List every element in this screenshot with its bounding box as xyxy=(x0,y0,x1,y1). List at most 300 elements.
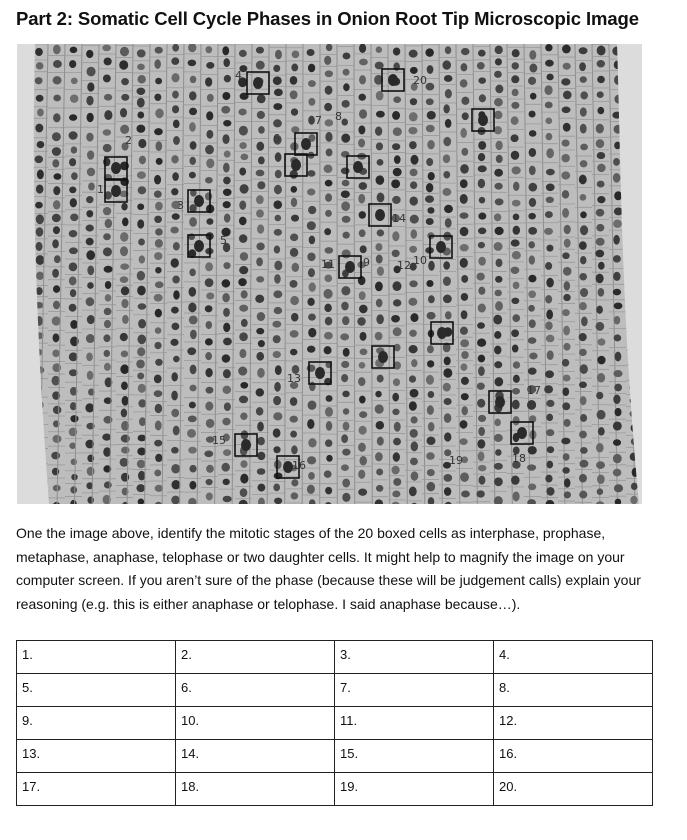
cell-nucleus xyxy=(460,227,469,236)
cell-nucleus xyxy=(239,332,248,341)
cell-nucleus xyxy=(343,69,350,76)
answer-cell[interactable]: 1. xyxy=(17,641,176,674)
cell-nucleus xyxy=(562,208,569,218)
cell-nucleus xyxy=(291,263,299,272)
cell-nucleus xyxy=(204,450,213,457)
cell-nucleus xyxy=(614,316,620,325)
cell-nucleus xyxy=(171,496,180,504)
cell-nucleus xyxy=(273,335,281,343)
cell-nucleus xyxy=(326,421,333,431)
cell-nucleus xyxy=(580,144,588,151)
cell-nucleus xyxy=(597,410,606,420)
cell-nucleus xyxy=(325,317,332,326)
cell-nucleus xyxy=(275,215,282,222)
cell-nucleus xyxy=(223,58,230,67)
answer-table xyxy=(16,640,653,806)
cell-nucleus xyxy=(69,230,78,237)
cell-nucleus xyxy=(172,276,180,284)
cell-nucleus xyxy=(71,146,77,153)
cell-nucleus xyxy=(358,443,366,452)
cell-nucleus xyxy=(359,305,368,314)
cell-nucleus xyxy=(239,234,247,243)
cell-nucleus xyxy=(155,404,163,413)
cell-nucleus xyxy=(392,231,399,241)
cell-nucleus xyxy=(494,242,503,251)
cell-nucleus xyxy=(342,180,350,187)
cell-nucleus xyxy=(545,102,553,109)
cell-nucleus xyxy=(103,207,111,215)
cell-nucleus xyxy=(478,257,486,266)
cell-nucleus xyxy=(597,91,604,98)
cell-nucleus xyxy=(241,430,249,439)
cell-nucleus xyxy=(103,247,112,256)
cell-nucleus xyxy=(222,479,229,485)
cell-nucleus xyxy=(478,227,486,234)
cell-nucleus xyxy=(69,262,78,271)
cell-nucleus xyxy=(564,225,571,234)
cell-nucleus xyxy=(495,45,503,54)
cell-nucleus xyxy=(495,58,502,65)
cell-nucleus xyxy=(477,338,486,346)
cell-nucleus xyxy=(513,226,521,235)
cell-nucleus xyxy=(205,402,213,411)
cell-nucleus xyxy=(86,210,93,217)
answer-cell[interactable]: 5. xyxy=(17,674,176,707)
cell-nucleus xyxy=(120,125,129,134)
cell-nucleus xyxy=(597,46,606,56)
cell-nucleus xyxy=(154,59,161,69)
cell-nucleus xyxy=(342,493,350,502)
cell-nucleus xyxy=(461,351,468,359)
cell-nucleus xyxy=(375,391,381,398)
cell-nucleus xyxy=(155,78,162,85)
cell-nucleus xyxy=(427,405,434,415)
cell-nucleus xyxy=(563,123,571,132)
cell-nucleus xyxy=(563,63,571,70)
cell-nucleus xyxy=(241,290,248,298)
cell-nucleus xyxy=(409,401,417,411)
cell-nucleus xyxy=(561,438,570,445)
cell-nucleus xyxy=(239,167,246,175)
cell-nucleus xyxy=(172,105,179,113)
cell-nucleus xyxy=(256,257,263,266)
cell-nucleus xyxy=(154,440,162,447)
cell-nucleus xyxy=(564,419,571,427)
cell-nucleus xyxy=(274,229,282,236)
cell-nucleus xyxy=(70,486,77,493)
cell-nucleus xyxy=(579,333,587,341)
cell-nucleus xyxy=(411,155,419,165)
cell-nucleus xyxy=(376,142,383,150)
boxed-cell-nucleus xyxy=(194,195,204,207)
cell-nucleus xyxy=(52,350,59,358)
cell-nucleus xyxy=(613,370,622,377)
cell-nucleus xyxy=(188,60,197,67)
answer-cell[interactable]: 15. xyxy=(335,740,494,773)
cell-nucleus xyxy=(546,133,553,140)
cell-nucleus xyxy=(444,398,452,405)
cell-nucleus xyxy=(206,321,212,329)
cell-nucleus xyxy=(87,371,94,380)
cell-nucleus xyxy=(513,182,519,191)
cell-nucleus xyxy=(190,365,197,375)
cell-nucleus xyxy=(511,75,519,83)
cell-nucleus xyxy=(325,119,334,126)
cell-nucleus xyxy=(274,307,282,314)
answer-cell[interactable]: 3. xyxy=(335,641,494,674)
cell-nucleus xyxy=(426,375,434,385)
cell-nucleus xyxy=(256,61,265,70)
cell-nucleus xyxy=(69,158,76,166)
cell-nucleus xyxy=(172,73,180,82)
cell-nucleus xyxy=(426,183,433,192)
cell-nucleus xyxy=(171,464,180,474)
cell-nucleus xyxy=(239,305,248,312)
answer-cell[interactable]: 7. xyxy=(335,674,494,707)
cell-nucleus xyxy=(579,175,587,185)
cell-nucleus xyxy=(562,467,570,474)
cell-nucleus xyxy=(478,153,485,161)
cell-nucleus xyxy=(343,408,350,414)
cell-nucleus xyxy=(240,474,248,484)
cell-nucleus xyxy=(359,456,367,465)
answer-cell[interactable]: 8. xyxy=(494,674,653,707)
cell-nucleus xyxy=(545,262,552,270)
answer-cell[interactable]: 14. xyxy=(176,740,335,773)
cell-nucleus xyxy=(410,215,419,224)
cell-nucleus xyxy=(154,294,163,302)
cell-nucleus xyxy=(52,316,61,325)
cell-nucleus xyxy=(205,278,214,287)
cell-nucleus xyxy=(598,338,606,345)
cell-nucleus xyxy=(426,98,434,105)
cell-nucleus xyxy=(257,484,265,492)
cell-nucleus xyxy=(392,491,400,498)
cell-nucleus xyxy=(442,60,451,69)
answer-cell[interactable]: 18. xyxy=(176,773,335,806)
cell-nucleus xyxy=(495,227,504,235)
cell-nucleus xyxy=(461,48,470,55)
cell-nucleus xyxy=(410,67,418,74)
cell-nucleus xyxy=(37,170,44,180)
cell-nucleus xyxy=(307,346,315,353)
cell-nucleus xyxy=(478,141,486,150)
cell-nucleus xyxy=(376,175,385,185)
cell-nucleus xyxy=(105,281,111,289)
answer-cell[interactable]: 16. xyxy=(494,740,653,773)
cell-nucleus xyxy=(36,214,44,224)
cell-nucleus xyxy=(377,375,384,383)
cell-nucleus xyxy=(478,50,486,57)
cell-nucleus xyxy=(494,419,500,427)
cell-nucleus xyxy=(444,474,453,482)
cell-nucleus xyxy=(427,345,434,353)
cell-nucleus xyxy=(494,463,503,470)
cell-nucleus xyxy=(546,310,553,320)
cell-nucleus xyxy=(240,184,249,194)
cell-nucleus xyxy=(52,132,61,141)
cell-nucleus xyxy=(529,130,537,137)
cell-nucleus xyxy=(426,452,435,459)
cell-nucleus xyxy=(359,426,367,435)
cell-nucleus xyxy=(155,47,163,54)
cell-nucleus xyxy=(477,322,485,329)
cell-nucleus xyxy=(529,63,537,72)
cell-nucleus xyxy=(224,213,231,222)
cell-nucleus xyxy=(119,60,128,70)
cell-nucleus xyxy=(307,456,316,464)
cell-nucleus xyxy=(206,387,214,394)
cell-nucleus xyxy=(598,427,605,435)
cell-nucleus xyxy=(461,293,468,301)
answer-cell[interactable]: 10. xyxy=(176,707,335,740)
answer-cell[interactable]: 12. xyxy=(494,707,653,740)
cell-nucleus xyxy=(546,74,553,81)
cell-nucleus xyxy=(512,388,520,395)
cell-nucleus xyxy=(528,446,537,455)
answer-cell[interactable]: 20. xyxy=(494,773,653,806)
cell-nucleus xyxy=(155,202,163,211)
cell-nucleus xyxy=(122,396,129,406)
cell-nucleus xyxy=(36,255,45,265)
cell-nucleus xyxy=(359,362,366,369)
cell-nucleus xyxy=(69,276,77,285)
cell-nucleus xyxy=(512,89,519,96)
answer-cell[interactable]: 19. xyxy=(335,773,494,806)
cell-nucleus xyxy=(563,375,571,382)
cell-nucleus xyxy=(409,330,417,337)
cell-nucleus xyxy=(512,400,520,410)
answer-cell[interactable]: 2. xyxy=(176,641,335,674)
cell-nucleus xyxy=(53,45,61,55)
cell-nucleus xyxy=(324,304,332,312)
cell-nucleus xyxy=(427,312,436,320)
cell-nucleus xyxy=(460,212,469,218)
cell-nucleus xyxy=(614,334,622,341)
cell-nucleus xyxy=(309,382,316,391)
cell-nucleus xyxy=(341,361,349,368)
cell-nucleus xyxy=(580,447,588,454)
cell-nucleus xyxy=(190,330,197,340)
cell-nucleus xyxy=(257,312,265,321)
cell-nucleus xyxy=(393,378,400,386)
cell-nucleus xyxy=(579,273,587,281)
cell-nucleus xyxy=(597,488,603,495)
onion-root-tip-micrograph xyxy=(17,44,642,504)
cell-nucleus xyxy=(461,148,468,156)
answer-cell[interactable]: 13. xyxy=(17,740,176,773)
cell-nucleus xyxy=(342,478,350,487)
boxed-cell-nucleus xyxy=(478,114,488,126)
cell-nucleus xyxy=(273,351,281,358)
cell-nucleus xyxy=(86,334,95,343)
cell-nucleus xyxy=(104,94,112,101)
cell-nucleus xyxy=(290,90,298,99)
cell-nucleus xyxy=(71,78,78,84)
cell-nucleus xyxy=(257,224,264,233)
cell-nucleus xyxy=(528,368,537,375)
cell-nucleus xyxy=(139,417,146,426)
cell-nucleus xyxy=(308,328,316,338)
cell-nucleus xyxy=(460,339,469,347)
cell-nucleus xyxy=(273,76,282,85)
cell-nucleus xyxy=(444,432,451,441)
cell-nucleus xyxy=(478,465,486,472)
answer-cell[interactable]: 9. xyxy=(17,707,176,740)
cell-nucleus xyxy=(596,124,604,134)
cell-nucleus xyxy=(375,332,383,340)
cell-nucleus xyxy=(614,191,622,200)
cell-nucleus xyxy=(512,314,520,322)
cell-nucleus xyxy=(121,351,128,358)
cell-nucleus xyxy=(580,225,588,235)
answer-cell[interactable]: 6. xyxy=(176,674,335,707)
cell-nucleus xyxy=(342,249,351,258)
cell-nucleus xyxy=(87,150,94,159)
cell-nucleus xyxy=(325,487,332,495)
cell-nucleus xyxy=(476,273,484,281)
cell-nucleus xyxy=(87,282,94,289)
answer-cell[interactable]: 17. xyxy=(17,773,176,806)
cell-nucleus xyxy=(325,70,333,77)
cell-nucleus xyxy=(512,62,519,69)
cell-nucleus xyxy=(325,132,332,142)
cell-nucleus xyxy=(443,383,451,392)
cell-nucleus xyxy=(240,460,247,468)
cell-nucleus xyxy=(223,120,231,127)
cell-nucleus xyxy=(171,372,178,381)
cell-nucleus xyxy=(561,78,570,85)
cell-nucleus xyxy=(223,177,231,185)
cell-nucleus xyxy=(189,385,196,392)
box-number-label: 11 xyxy=(321,258,335,271)
cell-nucleus xyxy=(171,258,179,267)
cell-nucleus xyxy=(513,491,520,501)
boxed-cell-nucleus xyxy=(301,138,311,150)
boxed-cell-nucleus xyxy=(375,209,385,221)
cell-nucleus xyxy=(52,159,59,167)
cell-nucleus xyxy=(324,56,331,65)
box-number-label: 6 xyxy=(273,132,280,145)
cell-nucleus xyxy=(494,71,502,78)
cell-nucleus xyxy=(408,298,417,306)
cell-nucleus xyxy=(53,285,60,293)
cell-nucleus xyxy=(120,333,128,341)
cell-nucleus xyxy=(510,134,518,142)
cell-nucleus xyxy=(545,44,552,51)
cell-nucleus xyxy=(511,239,520,246)
cell-nucleus xyxy=(478,165,487,172)
cell-nucleus xyxy=(258,156,265,164)
cell-nucleus xyxy=(410,389,419,398)
cell-nucleus xyxy=(53,406,61,414)
cell-nucleus xyxy=(445,119,452,128)
cell-nucleus xyxy=(459,438,467,445)
cell-nucleus xyxy=(613,439,621,446)
cell-nucleus xyxy=(122,315,129,324)
cell-nucleus xyxy=(308,313,316,320)
cell-nucleus xyxy=(409,280,417,287)
cell-nucleus xyxy=(155,327,162,334)
boxed-cell-nucleus xyxy=(345,261,355,273)
cell-nucleus xyxy=(342,449,350,456)
cell-nucleus xyxy=(511,298,519,304)
cell-nucleus xyxy=(170,339,178,346)
cell-nucleus xyxy=(460,327,468,335)
box-number-label: 9 xyxy=(363,256,370,269)
cell-nucleus xyxy=(52,239,59,248)
cell-nucleus xyxy=(137,460,146,469)
box-number-label: 19 xyxy=(449,454,463,467)
answer-cell[interactable]: 4. xyxy=(494,641,653,674)
cell-nucleus xyxy=(325,180,333,187)
cell-nucleus xyxy=(173,242,180,251)
cell-nucleus xyxy=(308,98,315,106)
cell-nucleus xyxy=(205,305,213,312)
cell-nucleus xyxy=(121,203,127,211)
box-number-label: 7 xyxy=(315,114,322,127)
cell-nucleus xyxy=(274,274,281,284)
cell-nucleus xyxy=(238,108,246,115)
box-number-label: 12 xyxy=(397,259,411,272)
cell-nucleus xyxy=(325,407,333,417)
cell-nucleus xyxy=(529,198,536,207)
cell-nucleus xyxy=(493,315,502,325)
cell-nucleus xyxy=(596,306,603,314)
cell-nucleus xyxy=(70,47,78,53)
cell-nucleus xyxy=(427,436,436,445)
cell-nucleus xyxy=(257,368,265,378)
cell-nucleus xyxy=(341,464,349,471)
cell-nucleus xyxy=(376,91,384,101)
cell-nucleus xyxy=(171,57,179,65)
cell-nucleus xyxy=(392,281,401,291)
cell-nucleus xyxy=(580,288,588,297)
cell-nucleus xyxy=(562,45,571,54)
boxed-cell-nucleus xyxy=(111,162,121,174)
cell-nucleus xyxy=(307,252,315,261)
cell-nucleus xyxy=(495,141,502,150)
cell-nucleus xyxy=(613,394,620,404)
cell-nucleus xyxy=(308,472,315,480)
cell-nucleus xyxy=(445,89,452,98)
boxed-cell-nucleus xyxy=(291,159,301,171)
cell-nucleus xyxy=(307,298,314,306)
cell-nucleus xyxy=(224,151,231,158)
cell-nucleus xyxy=(562,309,570,316)
cell-nucleus xyxy=(392,196,401,204)
cell-nucleus xyxy=(206,292,214,299)
cell-nucleus xyxy=(86,297,95,306)
cell-nucleus xyxy=(205,46,212,53)
cell-nucleus xyxy=(358,377,365,386)
cell-nucleus xyxy=(376,468,383,475)
cell-nucleus xyxy=(71,459,77,465)
answer-cell[interactable]: 11. xyxy=(335,707,494,740)
cell-nucleus xyxy=(274,246,280,254)
cell-nucleus xyxy=(69,114,77,121)
cell-nucleus xyxy=(342,232,349,239)
cell-nucleus xyxy=(155,141,162,151)
cell-nucleus xyxy=(376,111,385,118)
cell-nucleus xyxy=(308,400,317,409)
cell-nucleus xyxy=(409,112,418,121)
cell-nucleus xyxy=(103,233,111,240)
cell-nucleus xyxy=(511,329,519,337)
cell-nucleus xyxy=(222,354,231,362)
cell-nucleus xyxy=(357,317,365,326)
cell-nucleus xyxy=(291,492,299,499)
